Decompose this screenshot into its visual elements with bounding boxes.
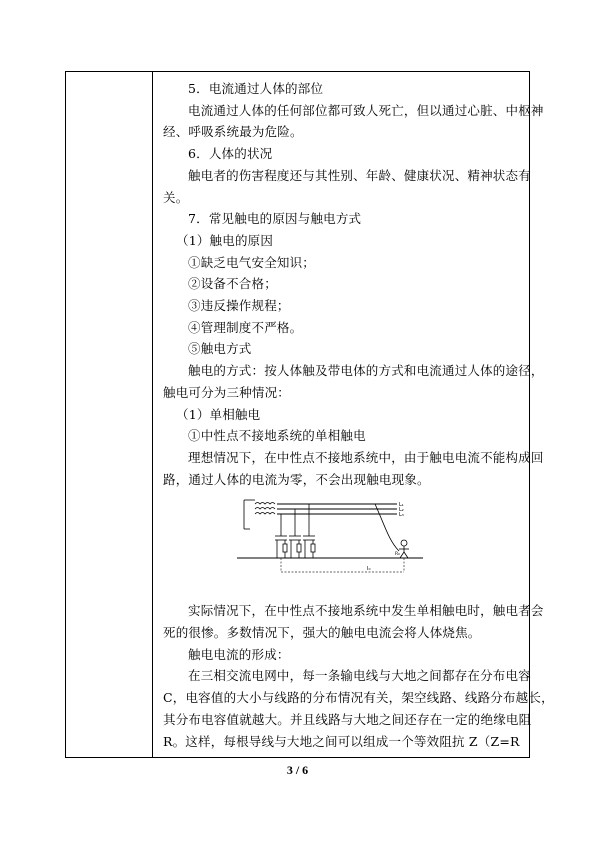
text-line: 理想情况下，在中性点不接地系统中，由于触电电流不能构成回 [188,449,544,465]
transformer-icon [255,503,275,515]
capacitor-group-1 [275,536,287,558]
text-line: 6．人体的状况 [188,146,273,162]
current-label: I₀ [367,566,371,573]
capacitor-group-2 [289,536,301,558]
line-label-l3: L₃ [399,512,404,519]
text-line: ③违反操作规程； [188,298,290,314]
text-line: 触电者的伤害程度还与其性别、年龄、健康状况、精神状态有 [188,167,531,183]
text-line: ④管理制度不严格。 [188,319,303,335]
line-label-l1: L₁ [399,502,404,509]
text-line: 其分布电容值就越大。并且线路与大地之间还存在一定的绝缘电阻 [163,711,532,727]
text-line: 死的很惨。多数情况下，强大的触电电流会将人体烧焦。 [163,625,481,641]
text-line: 触电可分为三种情况： [163,384,291,400]
text-line: ②设备不合格； [188,276,277,292]
line-label-l2: L₂ [399,507,404,514]
text-line: 电流通过人体的任何部位都可致人死亡，但以通过心脏、中枢神 [188,102,544,118]
single-phase-shock-diagram [237,496,423,594]
text-line: 5．电流通过人体的部位 [188,81,324,96]
text-line: 路，通过人体的电流为零，不会出现触电现象。 [163,471,430,487]
content-table [65,71,554,758]
text-line: （1）触电的原因 [176,232,274,248]
content-cell [163,78,554,752]
text-line: 实际情况下，在中性点不接地系统中发生单相触电时，触电者会 [188,603,544,619]
person-resistance-label: R₀ [395,552,400,558]
capacitor-group-3 [303,536,315,558]
person-icon [399,540,409,558]
text-line: 7．常见触电的原因与触电方式 [188,211,362,227]
text-line: 触电电流的形成： [188,646,290,662]
text-line: ①中性点不接地系统的单相触电 [188,428,366,444]
text-line: ①缺乏电气安全知识； [188,254,316,270]
text-line: C，电容值的大小与线路的分布情况有关，架空线路、线路分布越长， [163,690,554,706]
text-line: 关。 [163,189,189,205]
text-line: 在三相交流电网中，每一条输电线与大地之间都存在分布电容 [188,668,531,684]
text-line: （1）单相触电 [176,406,261,422]
text-line: ⑤触电方式 [188,341,252,357]
page-number: 3 / 6 [286,763,309,777]
current-path [281,558,404,572]
text-line: R。这样，每根导线与大地之间可以组成一个等效阻抗 Z（Z=R [163,733,520,749]
text-block-bottom [163,600,554,752]
text-block-top [163,78,544,490]
text-line: 触电的方式：按人体触及带电体的方式和电流通过人体的途径， [188,363,544,379]
text-line: 经、呼吸系统最为危险。 [163,124,303,140]
table-column-divider [152,72,153,757]
